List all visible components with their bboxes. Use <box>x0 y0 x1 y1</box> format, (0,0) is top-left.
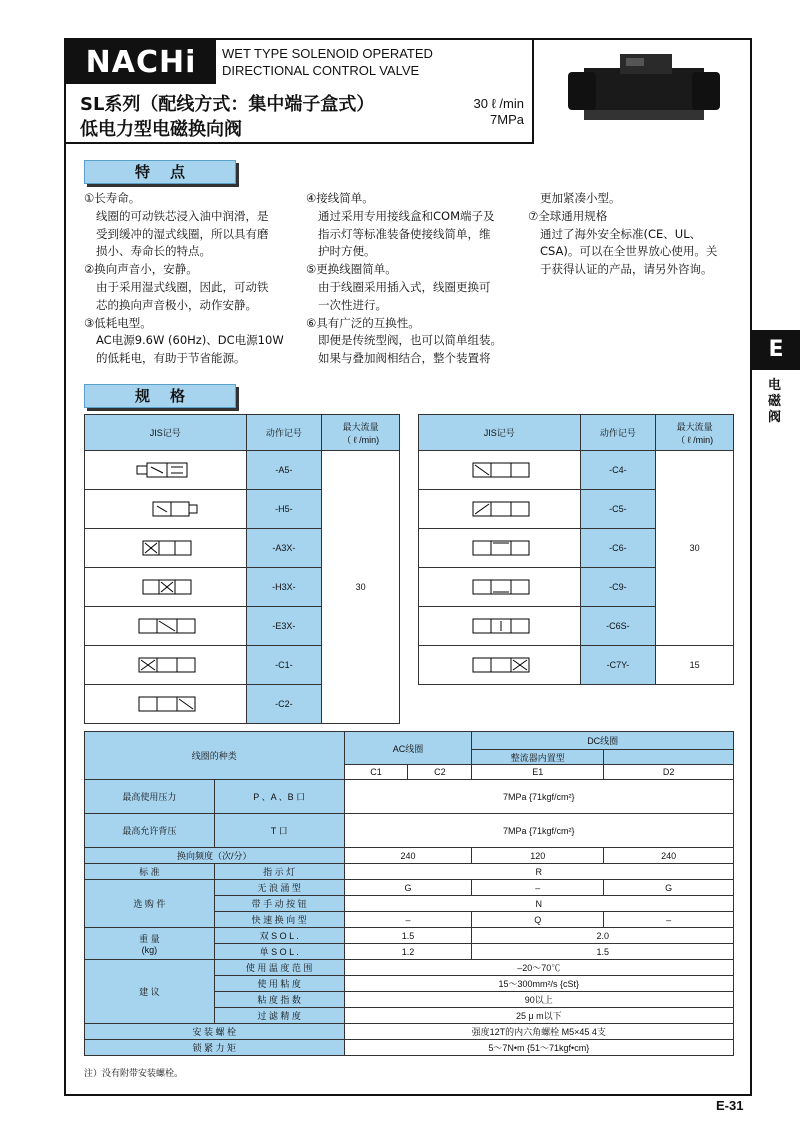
single-ac: 1.2 <box>344 944 472 960</box>
max-pressure-value: 7MPa {71kgf/cm²} <box>344 780 733 814</box>
valve-symbol-icon <box>459 652 539 678</box>
vi-value: 90以上 <box>344 992 733 1008</box>
right-flow-b: 15 <box>656 646 734 685</box>
quick-c: – <box>344 912 472 928</box>
symbol-a5 <box>85 451 247 490</box>
spec-table-left <box>84 414 400 724</box>
symbol-h5 <box>85 490 247 529</box>
freq-d2: 240 <box>604 848 734 864</box>
dc-blank <box>604 750 734 765</box>
rectifier-header: 整流器内置型 <box>472 750 604 765</box>
indicator-label: 指 示 灯 <box>214 864 344 880</box>
ports-pab-label: P 、A 、B 口 <box>214 780 344 814</box>
no-surge-e1: – <box>472 880 604 896</box>
torque-label: 锁 紧 力 矩 <box>85 1040 345 1056</box>
symbol-c6s <box>419 607 581 646</box>
side-label: 电磁阀 <box>768 378 782 425</box>
double-ac: 1.5 <box>344 928 472 944</box>
dc-coil-header: DC线圈 <box>472 732 734 750</box>
bolt-label: 安 装 螺 栓 <box>85 1024 345 1040</box>
option-label: 选 购 件 <box>85 880 215 928</box>
chinese-title: SL系列（配线方式：集中端子盒式） 低电力型电磁换向阀 <box>80 94 375 140</box>
valve-photo <box>532 40 750 144</box>
symbol-c4 <box>419 451 581 490</box>
coil-spec-table <box>84 731 734 1056</box>
valve-symbol-icon <box>459 457 539 483</box>
manual-label: 带 手 动 按 钮 <box>214 896 344 912</box>
manual-value: N <box>344 896 733 912</box>
symbol-c2 <box>85 685 247 724</box>
code-c7y: -C7Y- <box>580 646 656 685</box>
visc-label: 使 用 粘 度 <box>214 976 344 992</box>
port-t-label: T 口 <box>214 814 344 848</box>
freq-c: 240 <box>344 848 472 864</box>
c1-header: C1 <box>344 765 408 780</box>
ac-coil-header: AC线圈 <box>344 732 472 765</box>
max-back-label: 最高允许背压 <box>85 814 215 848</box>
code-h5: -H5- <box>246 490 322 529</box>
valve-symbol-icon <box>459 496 539 522</box>
left-flow: 30 <box>322 451 400 724</box>
symbol-e3x <box>85 607 247 646</box>
symbol-h3x <box>85 568 247 607</box>
nachi-logo: NACHi <box>66 40 216 84</box>
single-dc: 1.5 <box>472 944 734 960</box>
no-surge-c: G <box>344 880 472 896</box>
action-header-right: 动作记号 <box>580 415 656 451</box>
c2-header: C2 <box>408 765 472 780</box>
valve-symbol-icon <box>125 457 205 483</box>
indicator-value: R <box>344 864 733 880</box>
valve-symbol-icon <box>125 652 205 678</box>
e1-header: E1 <box>472 765 604 780</box>
bolt-value: 强度12T的内六角螺栓 M5×45 4支 <box>344 1024 733 1040</box>
valve-symbol-icon <box>125 691 205 717</box>
temp-label: 使 用 温 度 范 围 <box>214 960 344 976</box>
right-flow-a: 30 <box>656 451 734 646</box>
features-column-3: 更加紧凑小型。 ⑦全球通用规格 通过了海外安全标准(CE、UL、 CSA)。可以在全世界放心使用。关 于获得认证的产品，请另外咨询。 <box>528 191 718 277</box>
spec-table-right <box>418 414 734 685</box>
code-c4: -C4- <box>580 451 656 490</box>
symbol-c1 <box>85 646 247 685</box>
flow-header: 最大流量 （ ℓ /min) <box>322 415 400 451</box>
symbol-c7y <box>419 646 581 685</box>
double-dc: 2.0 <box>472 928 734 944</box>
quick-d2: – <box>604 912 734 928</box>
action-header: 动作记号 <box>246 415 322 451</box>
double-sol-label: 双 S O L . <box>214 928 344 944</box>
valve-symbol-icon <box>125 574 205 600</box>
max-pressure-label: 最高使用压力 <box>85 780 215 814</box>
symbol-c9 <box>419 568 581 607</box>
rating: 30 ℓ /min 7MPa <box>473 96 524 127</box>
code-h3x: -H3X- <box>246 568 322 607</box>
freq-e1: 120 <box>472 848 604 864</box>
code-a3x: -A3X- <box>246 529 322 568</box>
footnote: 注）没有附带安装螺栓。 <box>84 1069 184 1079</box>
code-c6s: -C6S- <box>580 607 656 646</box>
valve-symbol-icon <box>459 613 539 639</box>
code-c9: -C9- <box>580 568 656 607</box>
features-column-1: ①长寿命。 线圈的可动铁芯浸入油中润滑，是 受到缓冲的湿式线圈，所以具有磨 损小、寿命长的特点。 ②换向声音小，安静。 由于采用湿式线圈，因此，可动铁 芯的换向声音极小，动作安静。 ③低耗电型。 AC电源9.6W (60Hz)、DC电源10W 的低耗电，有助于节省能源。 <box>84 191 284 366</box>
features-heading: 特点 <box>84 160 236 184</box>
filt-value: 25 μ m以下 <box>344 1008 733 1024</box>
coil-type-header: 线圈的种类 <box>85 732 345 780</box>
torque-value: 5～7N•m {51～71kgf•cm} <box>344 1040 733 1056</box>
quick-e1: Q <box>472 912 604 928</box>
code-c1: -C1- <box>246 646 322 685</box>
code-e3x: -E3X- <box>246 607 322 646</box>
section-tab: E <box>752 330 800 370</box>
valve-symbol-icon <box>125 535 205 561</box>
single-sol-label: 单 S O L . <box>214 944 344 960</box>
symbol-c6 <box>419 529 581 568</box>
header <box>66 40 750 144</box>
d2-header: D2 <box>604 765 734 780</box>
symbol-c5 <box>419 490 581 529</box>
flow-header-right: 最大流量 （ ℓ /min) <box>656 415 734 451</box>
valve-symbol-icon <box>125 496 205 522</box>
max-back-value: 7MPa {71kgf/cm²} <box>344 814 733 848</box>
specs-heading: 规格 <box>84 384 236 408</box>
quick-label: 快 速 换 向 型 <box>214 912 344 928</box>
jis-header: JIS记号 <box>85 415 247 451</box>
temp-value: –20～70℃ <box>344 960 733 976</box>
standard-label: 标 准 <box>85 864 215 880</box>
jis-header-right: JIS记号 <box>419 415 581 451</box>
weight-label: 重 量 (kg) <box>85 928 215 960</box>
code-a5: -A5- <box>246 451 322 490</box>
valve-symbol-icon <box>459 535 539 561</box>
valve-photo-icon <box>534 40 748 140</box>
vi-label: 粘 度 指 数 <box>214 992 344 1008</box>
english-title: WET TYPE SOLENOID OPERATED DIRECTIONAL CONTROL VALVE <box>222 46 433 78</box>
code-c6: -C6- <box>580 529 656 568</box>
symbol-a3x <box>85 529 247 568</box>
visc-value: 15～300mm²/s {cSt} <box>344 976 733 992</box>
freq-label: 换向频度（次/分） <box>85 848 345 864</box>
recommend-label: 建 议 <box>85 960 215 1024</box>
page-number: E-31 <box>716 1098 744 1113</box>
code-c5: -C5- <box>580 490 656 529</box>
filt-label: 过 滤 精 度 <box>214 1008 344 1024</box>
valve-symbol-icon <box>125 613 205 639</box>
no-surge-d2: G <box>604 880 734 896</box>
code-c2: -C2- <box>246 685 322 724</box>
no-surge-label: 无 浪 涌 型 <box>214 880 344 896</box>
valve-symbol-icon <box>459 574 539 600</box>
features-column-2: ④接线简单。 通过采用专用接线盒和COM端子及 指示灯等标准装备使接线简单，维 护时方便。 ⑤更换线圈简单。 由于线圈采用插入式，线圈更换可 一次性进行。 ⑥具有广泛的互换性。 即便是传统型阀，也可以简单组装。 如果与叠加阀相结合，整个装置将 <box>306 191 502 366</box>
